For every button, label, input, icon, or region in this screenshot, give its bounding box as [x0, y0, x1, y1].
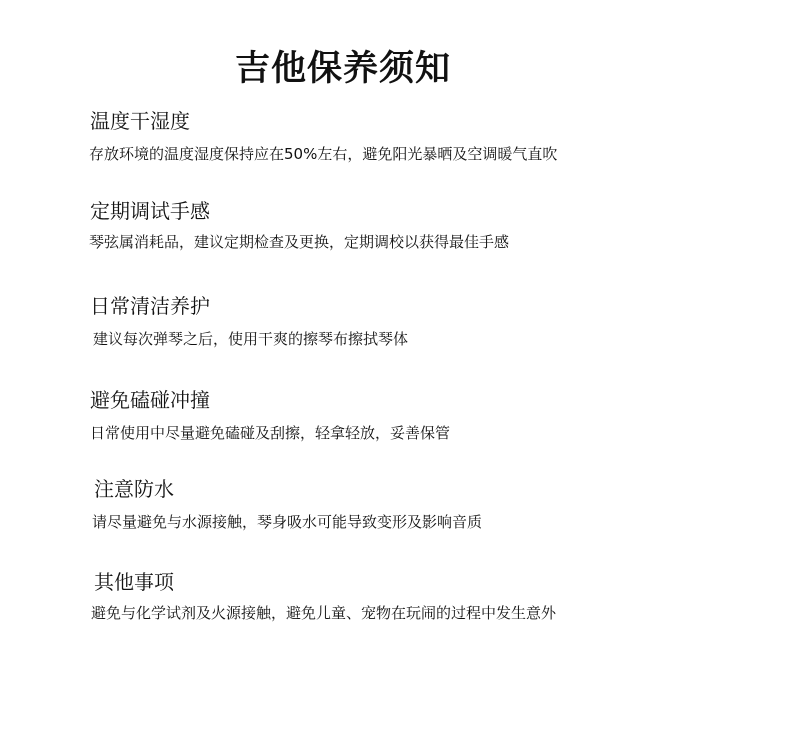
section-description: 日常使用中尽量避免磕碰及刮擦，轻拿轻放，妥善保管	[90, 424, 451, 442]
section-heading: 日常清洁养护	[90, 294, 210, 318]
section-heading: 其他事项	[94, 570, 174, 594]
section-description: 存放环境的温度湿度保持应在50%左右，避免阳光暴晒及空调暖气直吹	[89, 145, 558, 163]
section-description: 琴弦属消耗品，建议定期检查及更换，定期调校以获得最佳手感	[89, 233, 510, 251]
section-description: 避免与化学试剂及火源接触，避免儿童、宠物在玩闹的过程中发生意外	[91, 604, 557, 622]
section-heading: 定期调试手感	[90, 199, 210, 223]
section-description: 建议每次弹琴之后，使用干爽的擦琴布擦拭琴体	[93, 330, 409, 348]
section-heading: 避免磕碰冲撞	[90, 388, 210, 412]
section-heading: 注意防水	[94, 477, 174, 501]
section-heading: 温度干湿度	[90, 109, 190, 133]
page-title: 吉他保养须知	[234, 49, 451, 90]
section-description: 请尽量避免与水源接触，琴身吸水可能导致变形及影响音质	[92, 513, 483, 531]
